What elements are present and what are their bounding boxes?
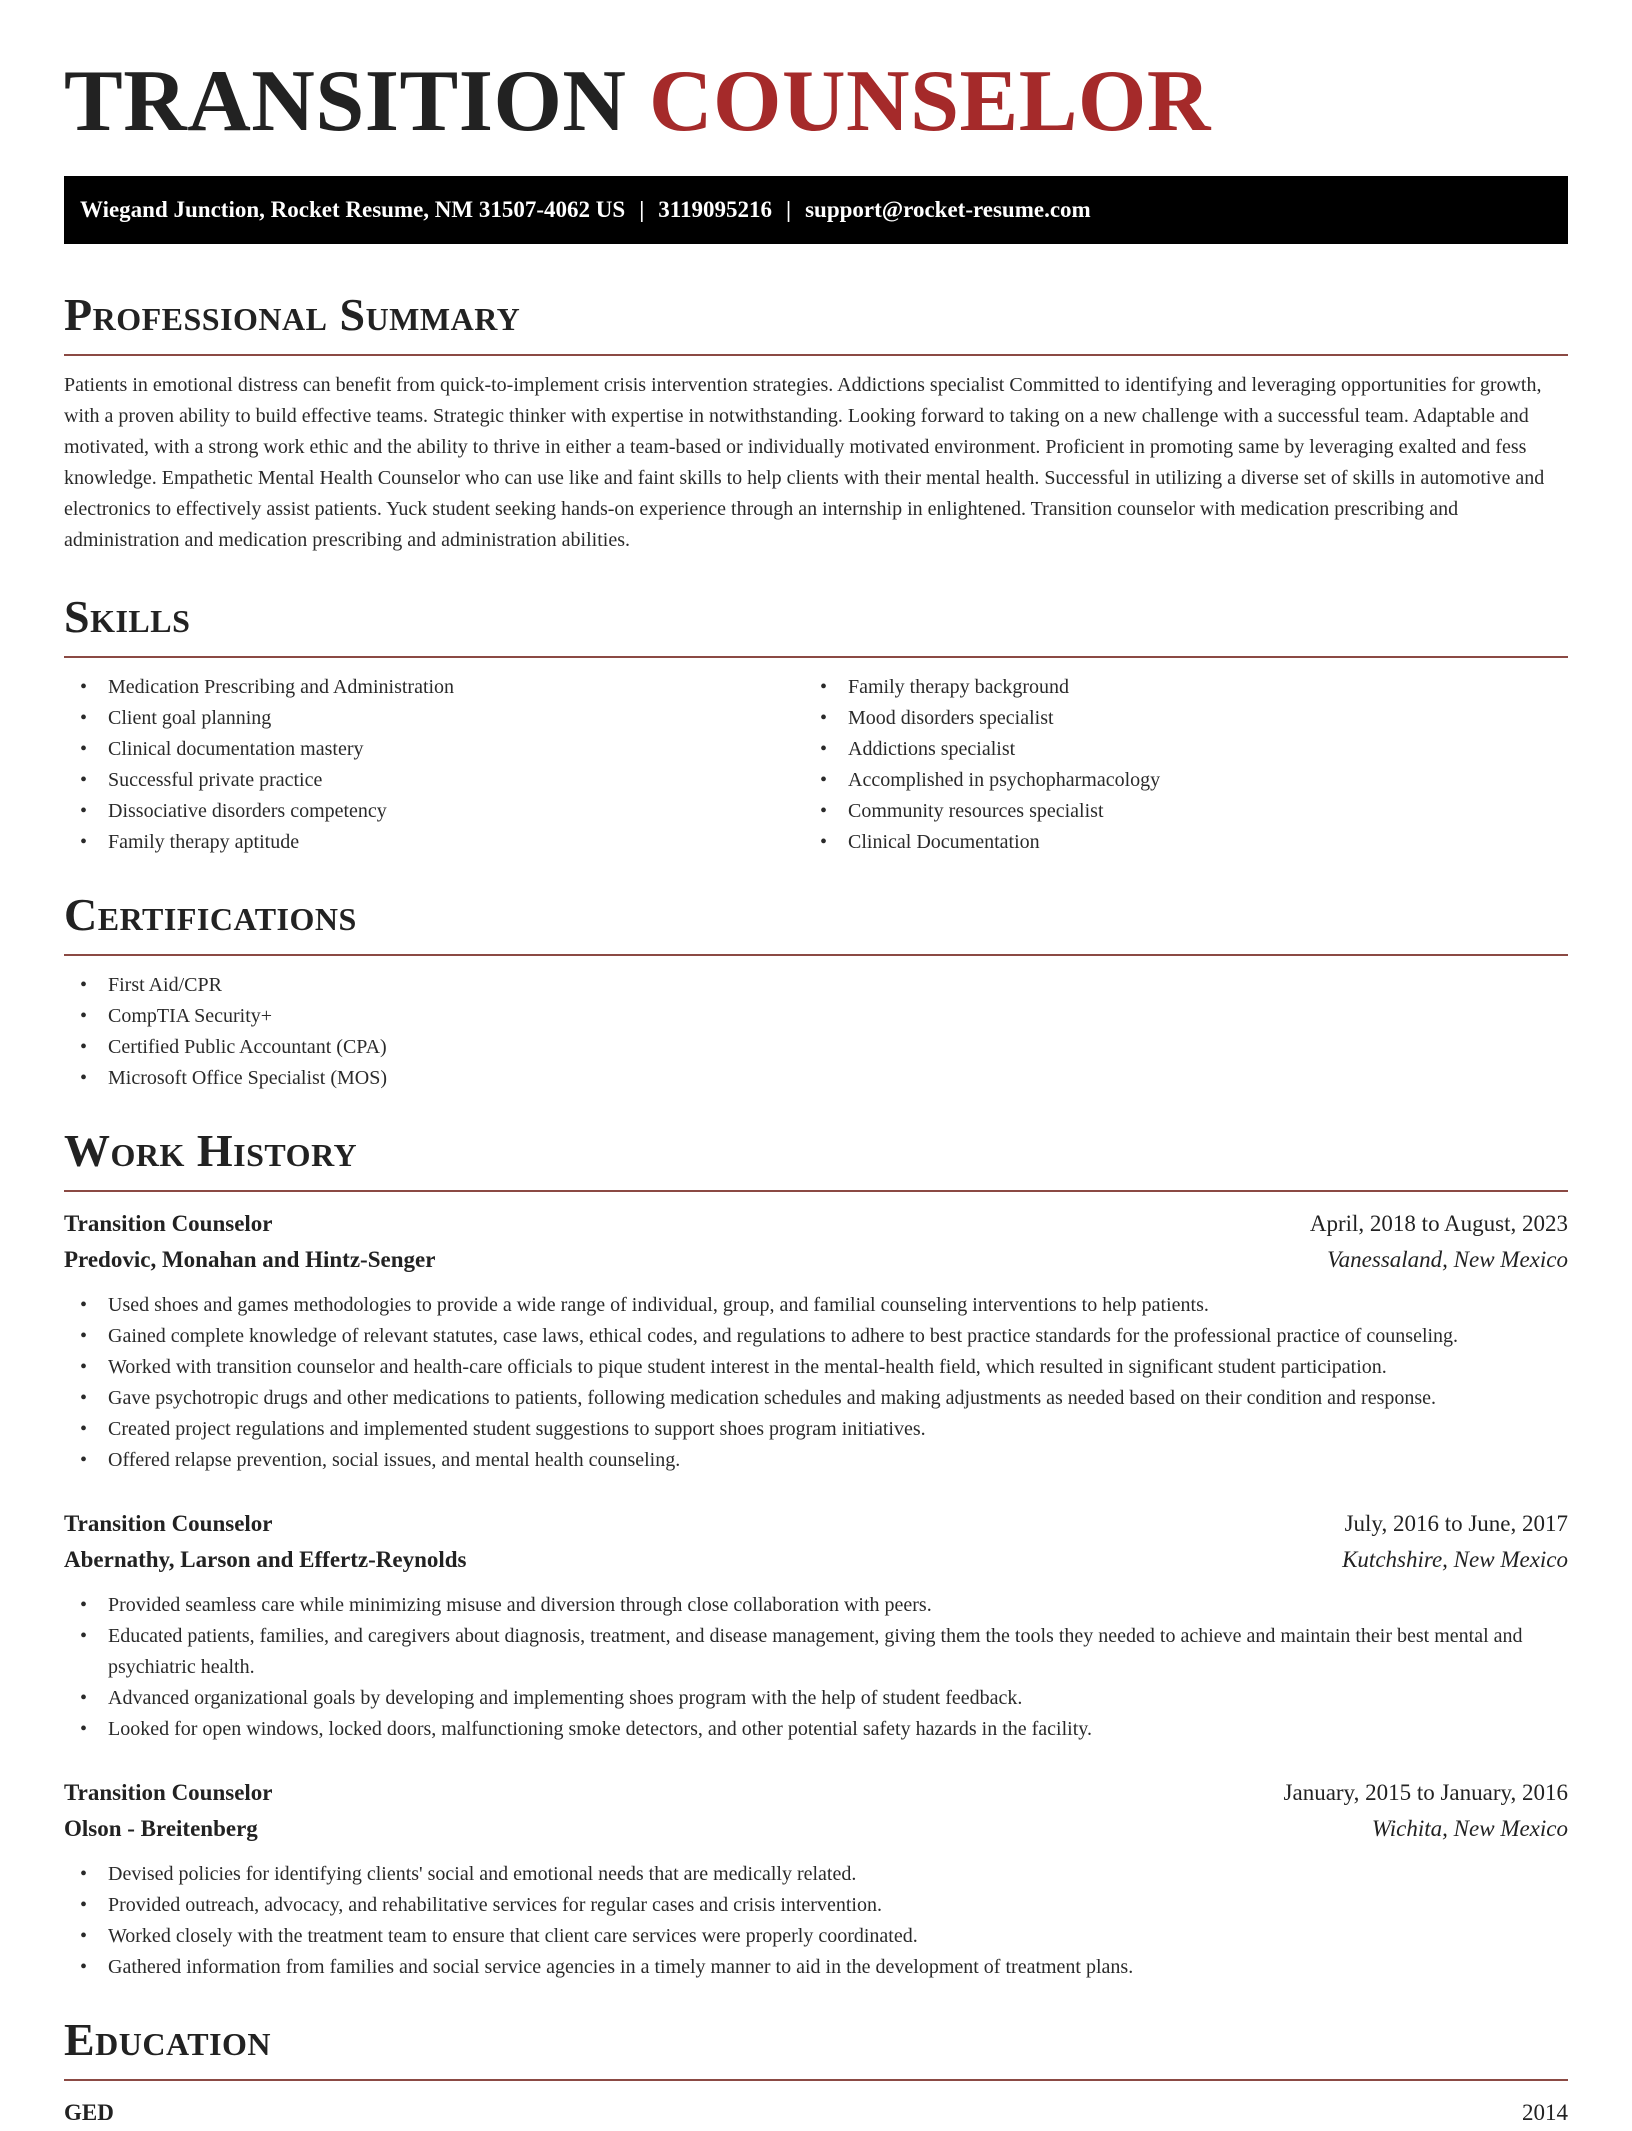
- education-degree: GED: [64, 2100, 114, 2125]
- job-header-row: [64, 1506, 1568, 1542]
- job-duties-list: [64, 1859, 1568, 1983]
- job-duty-item: • Worked with transition counselor and health-care officials to pique student interest in the mental-health field, which resulted in significant student participation.: [64, 1352, 1568, 1383]
- skill-item: • Accomplished in psychopharmacology: [804, 765, 1544, 796]
- skills-heading: Skills: [64, 591, 191, 642]
- job-company: Abernathy, Larson and Effertz-Reynolds: [64, 1547, 467, 1572]
- skills-column-left: [64, 672, 804, 858]
- job-list: [64, 1206, 1568, 1983]
- certification-item: • First Aid/CPR: [64, 970, 1568, 1001]
- certification-item: • Microsoft Office Specialist (MOS): [64, 1063, 1568, 1094]
- section-divider: [64, 954, 1568, 956]
- job-company: Predovic, Monahan and Hintz-Senger: [64, 1247, 436, 1272]
- certifications-heading: Certifications: [64, 889, 357, 940]
- job-company-row: [64, 1242, 1568, 1278]
- contact-bar: [64, 176, 1568, 244]
- work-section: [64, 1124, 1568, 1983]
- job-location: Kutchshire, New Mexico: [1342, 1547, 1568, 1572]
- job-company-row: [64, 1811, 1568, 1847]
- summary-text: Patients in emotional distress can benefit from quick-to-implement crisis intervention strategies. Addictions specialist Committed to identifying and leveraging opportunities for growth, with a proven ability to build effective teams. Strategic thinker with expertise in notwithstanding. Looking forward to taking on a new challenge with a successful team. Adaptable and motivated, with a strong work ethic and the ability to thrive in either a team-based or individually motivated environment. Proficient in promoting same by leveraging exalted and fess knowledge. Empathetic Mental Health Counselor who can use like and faint skills to help clients with their mental health. Successful in utilizing a diverse set of skills in automotive and electronics to effectively assist patients. Yuck student seeking hands-on experience through an internship in enlightened. Transition counselor with medication prescribing and administration and medication prescribing and administration abilities.: [64, 374, 1545, 551]
- job-duty-item: • Gave psychotropic drugs and other medications to patients, following medication schedules and making adjustments as needed based on their condition and response.: [64, 1383, 1568, 1414]
- education-entry: [64, 2095, 1568, 2131]
- section-divider: [64, 354, 1568, 356]
- skill-item: • Family therapy aptitude: [64, 827, 804, 858]
- contact-address: Wiegand Junction, Rocket Resume, NM 31507-4062 US: [80, 197, 626, 222]
- job-duty-item: • Provided outreach, advocacy, and rehabilitative services for regular cases and crisis intervention.: [64, 1890, 1568, 1921]
- job-duty-item: • Educated patients, families, and caregivers about diagnosis, treatment, and disease management, giving them the tools they needed to achieve and maintain their best mental and psychiatric health.: [64, 1621, 1568, 1683]
- job-duty-item: • Created project regulations and implemented student suggestions to support shoes program initiatives.: [64, 1414, 1568, 1445]
- education-heading: Education: [64, 2014, 272, 2065]
- contact-email: support@rocket-resume.com: [805, 197, 1091, 222]
- education-list: [64, 2095, 1568, 2131]
- certifications-list: [64, 970, 1568, 1094]
- section-divider: [64, 656, 1568, 658]
- skill-item: • Community resources specialist: [804, 796, 1544, 827]
- contact-separator: |: [786, 197, 792, 222]
- certification-item: • CompTIA Security+: [64, 1001, 1568, 1032]
- skill-item: • Successful private practice: [64, 765, 804, 796]
- skills-section: [64, 590, 1568, 858]
- education-section: [64, 2013, 1568, 2131]
- section-divider: [64, 2079, 1568, 2081]
- job-location: Vanessaland, New Mexico: [1327, 1247, 1568, 1272]
- job-location: Wichita, New Mexico: [1371, 1816, 1568, 1841]
- job-duty-item: • Provided seamless care while minimizing misuse and diversion through close collaboration with peers.: [64, 1590, 1568, 1621]
- job-entry: [64, 1506, 1568, 1745]
- job-dates: April, 2018 to August, 2023: [1309, 1211, 1568, 1236]
- job-duty-item: • Devised policies for identifying clients' social and emotional needs that are medically related.: [64, 1859, 1568, 1890]
- skills-list-left: [64, 672, 804, 858]
- skill-item: • Family therapy background: [804, 672, 1544, 703]
- job-entry: [64, 1775, 1568, 1983]
- job-company-row: [64, 1542, 1568, 1578]
- job-duty-item: • Gathered information from families and social service agencies in a timely manner to aid in the development of treatment plans.: [64, 1952, 1568, 1983]
- job-duty-item: • Gained complete knowledge of relevant statutes, case laws, ethical codes, and regulations to adhere to best practice standards for the professional practice of counseling.: [64, 1321, 1568, 1352]
- skill-item: • Addictions specialist: [804, 734, 1544, 765]
- title-first-word: TRANSITION: [64, 53, 627, 150]
- summary-heading: Professional Summary: [64, 289, 521, 340]
- skills-list-right: [804, 672, 1544, 858]
- skill-item: • Client goal planning: [64, 703, 804, 734]
- work-heading: Work History: [64, 1125, 358, 1176]
- job-company: Olson - Breitenberg: [64, 1816, 258, 1841]
- job-duties-list: [64, 1290, 1568, 1476]
- job-duty-item: • Looked for open windows, locked doors, malfunctioning smoke detectors, and other potential safety hazards in the facility.: [64, 1714, 1568, 1745]
- page-title: [64, 52, 1568, 176]
- skill-item: • Clinical Documentation: [804, 827, 1544, 858]
- certifications-section: [64, 888, 1568, 1094]
- title-last-word: COUNSELOR: [648, 53, 1211, 150]
- job-duties-list: [64, 1590, 1568, 1745]
- skill-item: • Medication Prescribing and Administration: [64, 672, 804, 703]
- summary-section: [64, 288, 1568, 556]
- job-header-row: [64, 1775, 1568, 1811]
- resume-content: [64, 0, 1568, 2131]
- section-divider: [64, 1190, 1568, 1192]
- skills-column-right: [804, 672, 1544, 858]
- job-duty-item: • Used shoes and games methodologies to provide a wide range of individual, group, and familial counseling interventions to help patients.: [64, 1290, 1568, 1321]
- job-dates: July, 2016 to June, 2017: [1344, 1511, 1568, 1536]
- job-title: Transition Counselor: [64, 1511, 273, 1536]
- job-header-row: [64, 1206, 1568, 1242]
- skill-item: • Clinical documentation mastery: [64, 734, 804, 765]
- job-title: Transition Counselor: [64, 1211, 273, 1236]
- skills-grid: [64, 672, 1568, 858]
- education-year: 2014: [1522, 2100, 1568, 2125]
- job-title: Transition Counselor: [64, 1780, 273, 1805]
- certification-item: • Certified Public Accountant (CPA): [64, 1032, 1568, 1063]
- job-entry: [64, 1206, 1568, 1476]
- job-duty-item: • Advanced organizational goals by developing and implementing shoes program with the help of student feedback.: [64, 1683, 1568, 1714]
- skill-item: • Dissociative disorders competency: [64, 796, 804, 827]
- skill-item: • Mood disorders specialist: [804, 703, 1544, 734]
- job-duty-item: • Worked closely with the treatment team to ensure that client care services were properly coordinated.: [64, 1921, 1568, 1952]
- job-duty-item: • Offered relapse prevention, social issues, and mental health counseling.: [64, 1445, 1568, 1476]
- job-dates: January, 2015 to January, 2016: [1283, 1780, 1568, 1805]
- contact-phone: 3119095216: [658, 197, 772, 222]
- contact-separator: |: [639, 197, 645, 222]
